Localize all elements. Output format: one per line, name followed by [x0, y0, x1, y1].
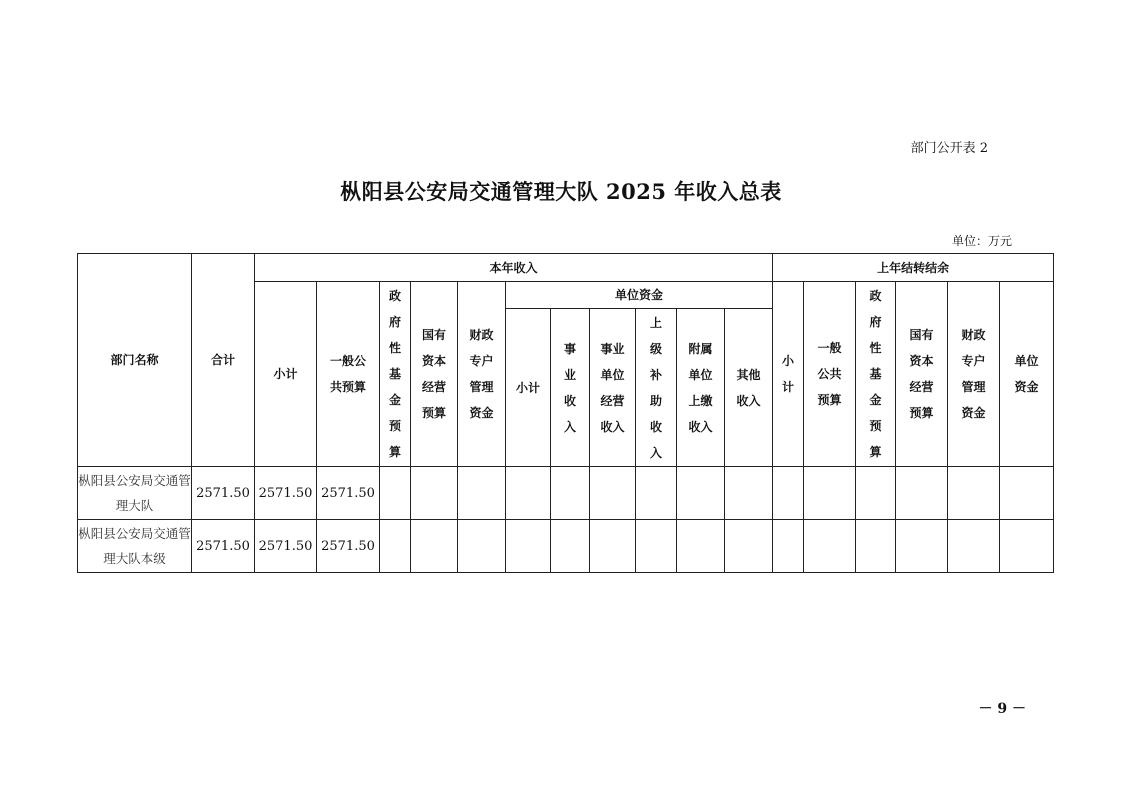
row-dept-name: 枞阳县公安局交通管理大队本级: [78, 520, 192, 573]
row-cell-empty: [856, 520, 896, 573]
header-cy-fiscal-special: 财政专户管理资金: [458, 282, 506, 467]
row-cell-empty: [411, 467, 458, 520]
row-total: 2571.50: [192, 467, 255, 520]
header-py-general-budget: 一般公共预算: [804, 282, 856, 467]
header-uf-business: 事业收入: [551, 309, 590, 467]
row-cell-empty: [725, 520, 773, 573]
row-cell-empty: [380, 520, 411, 573]
table-row: [78, 467, 1054, 520]
row-cell-empty: [380, 467, 411, 520]
row-cell-empty: [636, 467, 677, 520]
header-prev-year: 上年结转结余: [773, 254, 1054, 282]
unit-label: 单位：万元: [951, 234, 1012, 248]
row-cy-general-budget: 2571.50: [317, 520, 380, 573]
header-py-unit-funds: 单位资金: [1000, 282, 1054, 467]
header-py-state-capital: 国有资本经营预算: [896, 282, 948, 467]
row-cell-empty: [506, 520, 551, 573]
header-unit-funds: 单位资金: [506, 282, 773, 309]
page-title: 枞阳县公安局交通管理大队 2025 年收入总表: [340, 179, 782, 204]
page-number: － 9 －: [978, 701, 1026, 717]
row-cell-empty: [677, 520, 725, 573]
header-uf-business-unit: 事业单位经营收入: [590, 309, 636, 467]
header-cy-state-capital: 国有资本经营预算: [411, 282, 458, 467]
header-cy-subtotal: 小计: [255, 282, 317, 467]
header-py-subtotal: 小计: [773, 282, 804, 467]
header-uf-other: 其他收入: [725, 309, 773, 467]
row-cell-empty: [458, 520, 506, 573]
row-cell-empty: [773, 467, 804, 520]
header-py-fiscal-special: 财政专户管理资金: [948, 282, 1000, 467]
header-uf-affiliated: 附属单位上缴收入: [677, 309, 725, 467]
header-total: 合计: [192, 254, 255, 467]
header-py-gov-fund: 政府性基金预算: [856, 282, 896, 467]
row-cell-empty: [506, 467, 551, 520]
row-cell-empty: [1000, 520, 1054, 573]
row-cy-general-budget: 2571.50: [317, 467, 380, 520]
income-summary-table: [77, 253, 1054, 573]
row-cell-empty: [458, 467, 506, 520]
form-label: 部门公开表 2: [910, 141, 988, 156]
row-cell-empty: [1000, 467, 1054, 520]
header-cy-general-budget: 一般公共预算: [317, 282, 380, 467]
header-current-year: 本年收入: [255, 254, 773, 282]
header-cy-gov-fund: 政府性基金预算: [380, 282, 411, 467]
row-cell-empty: [551, 520, 590, 573]
row-cell-empty: [773, 520, 804, 573]
row-cell-empty: [590, 520, 636, 573]
row-cell-empty: [804, 520, 856, 573]
row-total: 2571.50: [192, 520, 255, 573]
row-cell-empty: [856, 467, 896, 520]
row-cell-empty: [636, 520, 677, 573]
row-cy-subtotal: 2571.50: [255, 467, 317, 520]
row-cell-empty: [804, 467, 856, 520]
row-cell-empty: [677, 467, 725, 520]
table-row: [78, 520, 1054, 573]
row-cell-empty: [411, 520, 458, 573]
row-cell-empty: [725, 467, 773, 520]
row-cell-empty: [948, 467, 1000, 520]
row-cell-empty: [948, 520, 1000, 573]
row-cell-empty: [551, 467, 590, 520]
row-cy-subtotal: 2571.50: [255, 520, 317, 573]
header-uf-upper-subsidy: 上级补助收入: [636, 309, 677, 467]
row-cell-empty: [590, 467, 636, 520]
header-uf-subtotal: 小计: [506, 309, 551, 467]
header-dept-name: 部门名称: [78, 254, 192, 467]
row-cell-empty: [896, 467, 948, 520]
row-dept-name: 枞阳县公安局交通管理大队: [78, 467, 192, 520]
row-cell-empty: [896, 520, 948, 573]
